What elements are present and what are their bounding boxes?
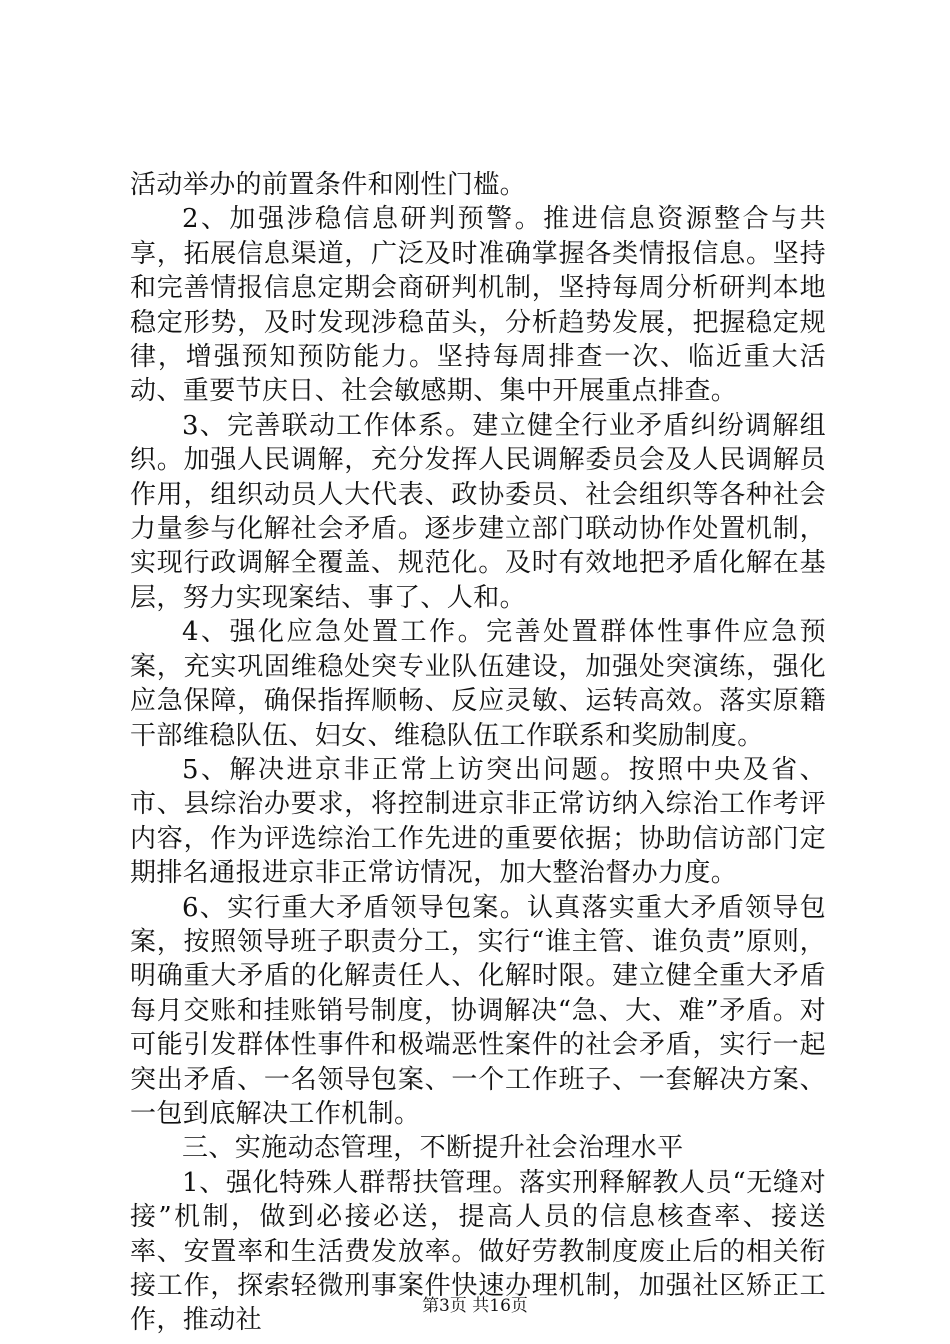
paragraph: 2、加强涉稳信息研判预警。推进信息资源整合与共享，拓展信息渠道，广泛及时准确掌握各类情报信息。坚持和完善情报信息定期会商研判机制，坚持每周分析研判本地稳定形势，及时发现涉稳苗头，分析趋势发展，把握稳定规律，增强预知预防能力。坚持每周排查一次、临近重大活动、重要节庆日、社会敏感期、集中开展重点排查。 [130, 204, 826, 407]
paragraph: 3、完善联动工作体系。建立健全行业矛盾纠纷调解组织。加强人民调解，充分发挥人民调解委员会及人民调解员作用，组织动员人大代表、政协委员、社会组织等各种社会力量参与化解社会矛盾。逐步建立部门联动协作处置机制，实现行政调解全覆盖、规范化。及时有效地把矛盾化解在基层，努力实现案结、事了、人和。 [130, 410, 826, 613]
section-heading: 三、实施动态管理，不断提升社会治理水平 [182, 1133, 684, 1164]
paragraph: 1、强化特殊人群帮扶管理。落实刑释解教人员“无缝对接”机制，做到必接必送，提高人员的信息核查率、接送率、安置率和生活费发放率。做好劳教制度废止后的相关衔接工作，探索轻微刑事案件快速办理机制，加强社区矫正工作，推动社 [130, 1167, 826, 1336]
page-footer: 第3页 共16页 [422, 1296, 528, 1316]
paragraph: 活动举办的前置条件和刚性门槛。 [130, 170, 527, 200]
paragraph: 5、解决进京非正常上访突出问题。按照中央及省、市、县综治办要求，将控制进京非正常访纳入综治工作考评内容，作为评选综治工作先进的重要依据；协助信访部门定期排名通报进京非正常访情况，加大整治督办力度。 [130, 754, 826, 889]
paragraph: 4、强化应急处置工作。完善处置群体性事件应急预案，充实巩固维稳处突专业队伍建设，加强处突演练，强化应急保障，确保指挥顺畅、反应灵敏、运转高效。落实原籍干部维稳队伍、妇女、维稳队伍工作联系和奖励制度。 [130, 617, 826, 751]
document-body [130, 168, 826, 1338]
paragraph: 6、实行重大矛盾领导包案。认真落实重大矛盾领导包案，按照领导班子职责分工，实行“谁主管、谁负责”原则，明确重大矛盾的化解责任人、化解时限。建立健全重大矛盾每月交账和挂账销号制度，协调解决“急、大、难”矛盾。对可能引发群体性事件和极端恶性案件的社会矛盾，实行一起突出矛盾、一名领导包案、一个工作班子、一套解决方案、一包到底解决工作机制。 [130, 892, 826, 1129]
